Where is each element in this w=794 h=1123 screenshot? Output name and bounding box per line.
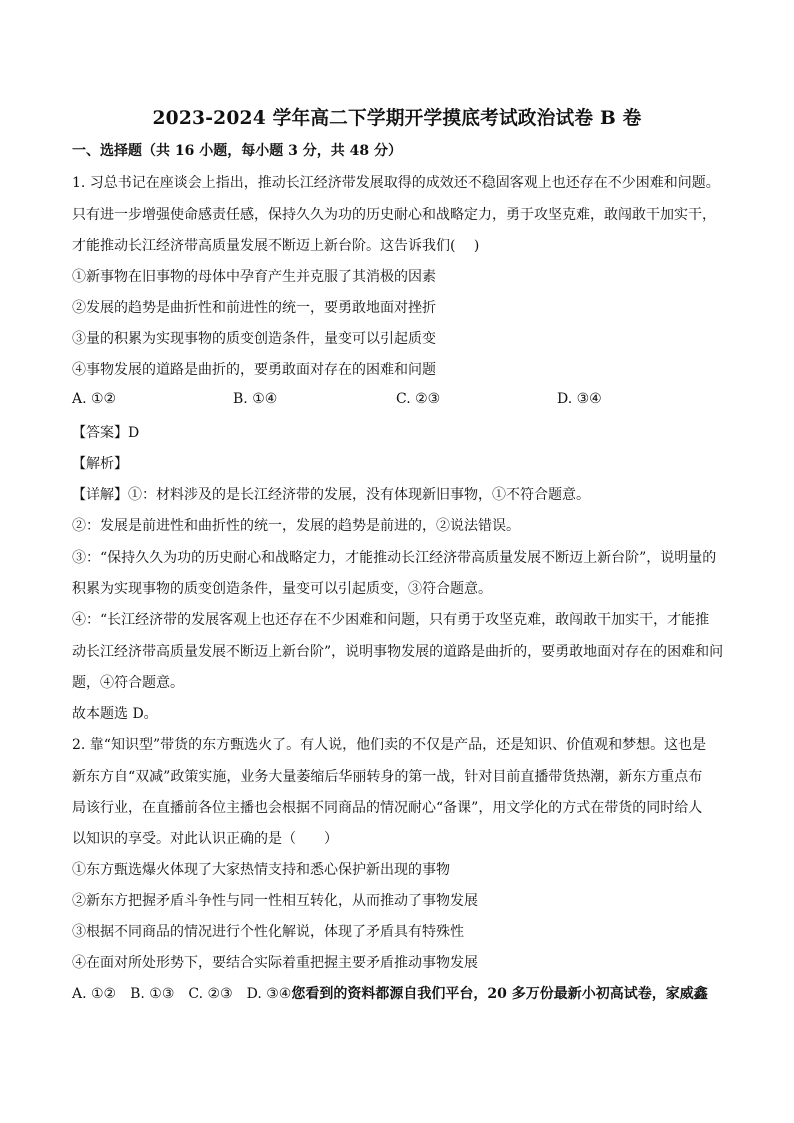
q2-item: ④在面对所处形势下，要结合实际着重把握主要矛盾推动事物发展: [72, 955, 478, 971]
q1-detail-line: 积累为实现事物的质变创造条件，量变可以引起质变，③符合题意。: [72, 581, 492, 597]
q2-trailing-note: 您看到的资料都源自我们平台，20 多万份最新小初高试卷，家威鑫: [291, 986, 708, 1002]
q2-item: ①东方甄选爆火体现了大家热情支持和悉心保护新出现的事物: [72, 862, 450, 878]
page-title: 2023-2024 学年高二下学期开学摸底考试政治试卷 B 卷: [152, 107, 642, 129]
q1-detail-line: ③：“保持久久为功的历史耐心和战略定力，才能推动长江经济带高质量发展不断迈上新台阶”，说明量的: [72, 550, 717, 566]
q2-options: A. ①② B. ①③ C. ②③ D. ③④: [72, 986, 292, 1002]
q1-item: ②发展的趋势是曲折性和前进性的统一，要勇敢地面对挫折: [72, 300, 436, 316]
q1-detail-line: 动长江经济带高质量发展不断迈上新台阶”，说明事物发展的道路是曲折的，要勇敢地面对存在的困难和问: [72, 644, 724, 660]
q1-option-a: A. ①②: [72, 391, 117, 407]
q1-option-b: B. ①④: [233, 391, 278, 407]
q2-stem-line: 新东方自“双减”政策实施，业务大量萎缩后华丽转身的第一战，针对目前直播带货热潮，新东方重点布: [72, 769, 703, 785]
q1-detail-line: 【详解】①：材料涉及的是长江经济带的发展，没有体现新旧事物，①不符合题意。: [72, 487, 590, 503]
q1-answer: 【答案】D: [72, 425, 140, 441]
q1-stem-line: 1. 习总书记在座谈会上指出，推动长江经济带发展取得的成效还不稳固客观上也还存在不少困难和问题。: [72, 175, 720, 191]
q1-option-c: C. ②③: [396, 391, 441, 407]
q2-item: ②新东方把握矛盾斗争性与同一性相互转化，从而推动了事物发展: [72, 893, 478, 909]
q1-item: ④事物发展的道路是曲折的，要勇敢面对存在的困难和问题: [72, 362, 436, 378]
q1-detail-line: ②：发展是前进性和曲折性的统一，发展的趋势是前进的，②说法错误。: [72, 518, 520, 534]
q2-stem-line: 局该行业，在直播前各位主播也会根据不同商品的情况耐心“备课”，用文学化的方式在带货的同时给人: [72, 800, 703, 816]
q1-analysis-label: 【解析】: [72, 456, 128, 472]
q1-detail-line: ④：“长江经济带的发展客观上也还存在不少困难和问题，只有勇于攻坚克难，敢闯敢干加实干，才能推: [72, 612, 710, 628]
q1-stem-line: 只有进一步增强使命感责任感，保持久久为功的历史耐心和战略定力，勇于攻坚克难，敢闯敢干加实干，: [72, 207, 716, 223]
q1-stem-line: 才能推动长江经济带高质量发展不断迈上新台阶。这告诉我们( ): [72, 238, 480, 254]
q2-stem-line: 2. 靠“知识型”带货的东方甄选火了。有人说，他们卖的不仅是产品，还是知识、价值观和梦想。这也是: [72, 737, 707, 753]
q2-stem-line: 以知识的享受。对此认识正确的是（ ）: [72, 831, 338, 847]
q2-item: ③根据不同商品的情况进行个性化解说，体现了矛盾具有特殊性: [72, 924, 464, 940]
q1-item: ①新事物在旧事物的母体中孕育产生并克服了其消极的因素: [72, 269, 436, 285]
q2-options-row: [72, 983, 708, 1003]
section-heading: 一、选择题（共 16 小题，每小题 3 分，共 48 分）: [72, 143, 402, 159]
q1-item: ③量的积累为实现事物的质变创造条件，量变可以引起质变: [72, 331, 436, 347]
q1-detail-line: 故本题选 D。: [72, 706, 158, 722]
q1-detail-line: 题，④符合题意。: [72, 675, 184, 691]
q1-option-d: D. ③④: [557, 391, 602, 407]
